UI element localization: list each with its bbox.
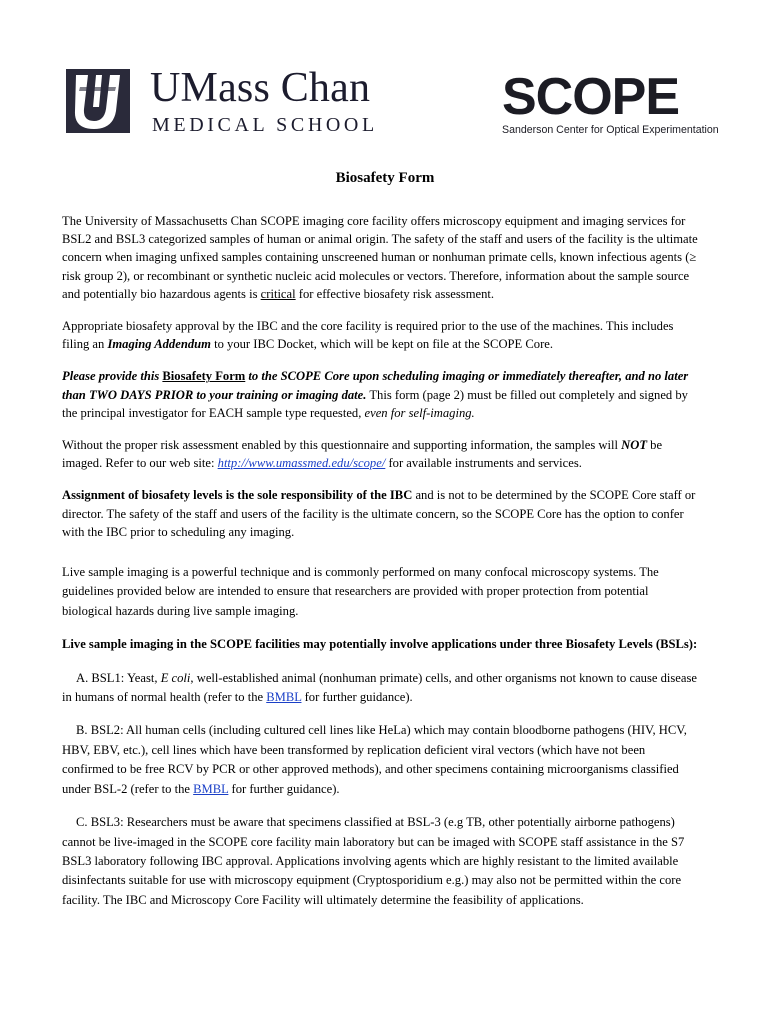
risk-assessment-paragraph: Without the proper risk assessment enabled by this questionnaire and supporting information, the samples will NOT be imaged. Refer to our web site: http://www.umassmed.edu/scope/ for available instruments and services. (62, 438, 663, 471)
umass-monogram-icon (66, 69, 130, 133)
bmbl-link[interactable]: BMBL (266, 690, 302, 705)
scope-logo (502, 68, 719, 143)
ibc-paragraph: Assignment of biosafety levels is the sole responsibility of the IBC and is not to be determined by the SCOPE Core staff or director. The safety of the staff and users of the facility is the ultimate concern, so the SCOPE Core has the option to confer with the IBC prior to scheduling any imaging. (62, 488, 696, 539)
submission-paragraph: Please provide this Biosafety Form to the SCOPE Core upon scheduling imaging or immediately thereafter, and no later than TWO DAYS PRIOR to your training or imaging date. This form (page 2) must be filled out completely and signed by the principal investigator for EACH sample type requested, even for self-imaging. (62, 369, 689, 420)
bsl2-item: B. BSL2: All human cells (including cultured cell lines like HeLa) which may contain bloodborne pathogens (HIV, HCV, HBV, EBV, etc.), cell lines which have been transformed by replication deficient viral vectors (which have not been confirmed to be free RCV by PCR or other approved methods), and other specimens containing microorganisms classified under BSL-2 (refer to the BMBL for further guidance). (62, 723, 687, 796)
document-body (62, 212, 700, 924)
scope-logo-word: SCOPE (502, 68, 680, 126)
umass-logo-subtitle: MEDICAL SCHOOL (152, 114, 378, 136)
umass-logo-name: UMass Chan (150, 65, 371, 111)
live-imaging-paragraph: Live sample imaging is a powerful technique and is commonly performed on many confocal microscopy systems. The guidelines provided below are intended to ensure that researchers are provided with proper protection from potential biological hazards during live sample imaging. (62, 565, 659, 618)
bsl3-item: C. BSL3: Researchers must be aware that specimens classified at BSL-3 (e.g TB, other potentially airborne pathogens) cannot be live-imaged in the SCOPE core facility main laboratory but can be imaged with SCOPE staff assistance in the S7 BSL3 laboratory following IBC approval. Applications involving agents which are highly resistant to the limited available disinfectants suitable for use with microscopy equipment (Cryptosporidium e.g.) may also not be permitted within the core facility. The IBC and Microscopy Core Facility will ultimately determine the feasibility of applications. (62, 815, 685, 907)
bsl-heading: Live sample imaging in the SCOPE facilities may potentially involve applications under three Biosafety Levels (BSLs): (62, 637, 698, 652)
approval-paragraph: Appropriate biosafety approval by the IBC and the core facility is required prior to the use of the machines. This includes filing an Imaging Addendum to your IBC Docket, which will be kept on file at the SCOPE Core. (62, 319, 674, 352)
bsl1-item: A. BSL1: Yeast, E coli, well-established animal (nonhuman primate) cells, and other organisms not known to cause disease in humans of normal health (refer to the BMBL for further guidance). (62, 670, 697, 705)
page-title: Biosafety Form (335, 170, 435, 186)
umass-chan-logo (66, 65, 396, 136)
intro-paragraph: The University of Massachusetts Chan SCOPE imaging core facility offers microscopy equipment and imaging services for BSL2 and BSL3 categorized samples of human or animal origin. The safety of the staff and users of the facility is the ultimate concern when imaging unfixed samples containing unscreened human or nonhuman primate cells, known infectious agents (≥ risk group 2), or recombinant or synthetic nucleic acid molecules or vectors. Therefore, information about the sample source and potentially bio hazardous agents is critical for effective biosafety risk assessment. (62, 214, 698, 301)
scope-logo-subtitle: Sanderson Center for Optical Experimentation (502, 124, 719, 136)
scope-website-link[interactable]: http://www.umassmed.edu/scope/ (217, 456, 386, 471)
bmbl-link[interactable]: BMBL (193, 781, 229, 796)
